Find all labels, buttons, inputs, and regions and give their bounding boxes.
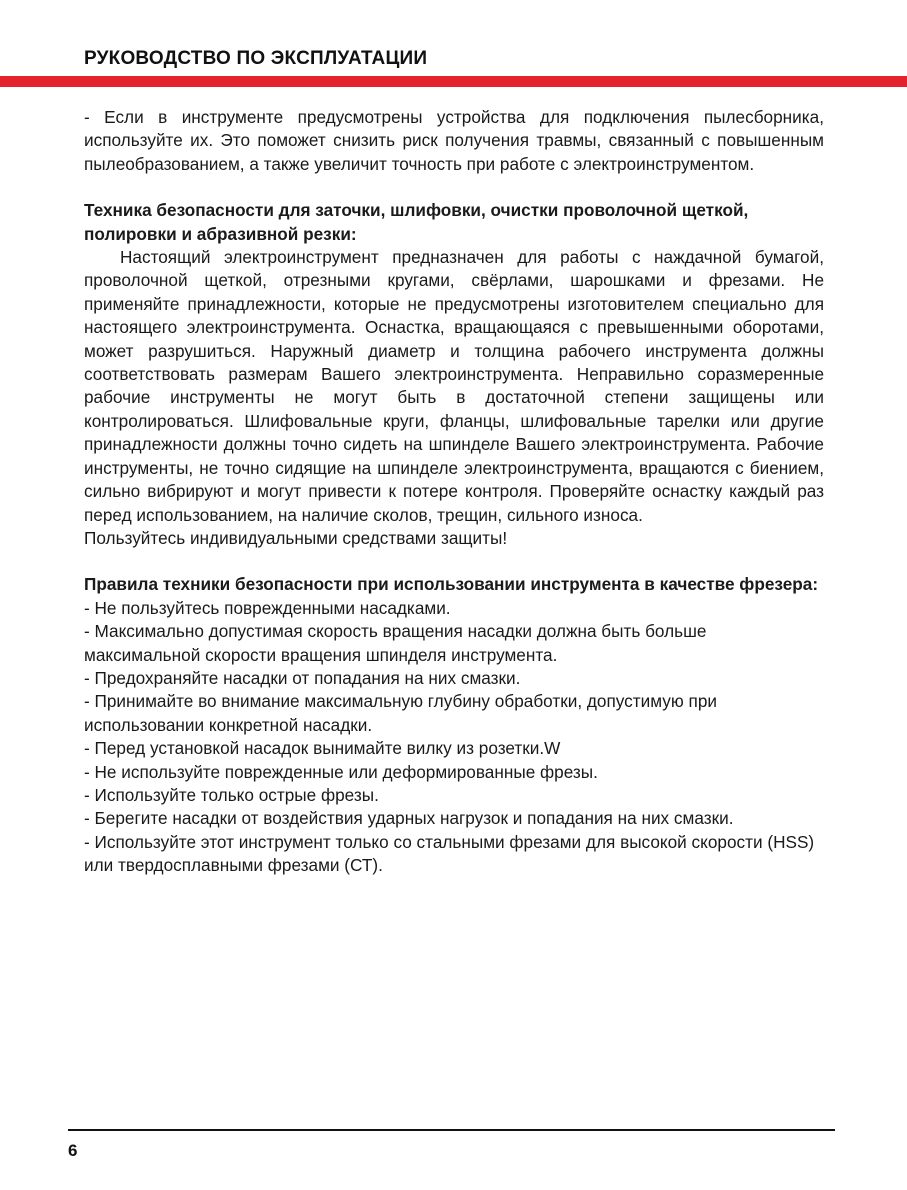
list-item: - Используйте этот инструмент только со стальными фрезами для высокой скорости (HSS) или твердосплавными фрезами (СТ). [84, 831, 815, 876]
list-item: - Принимайте во внимание максимальную глубину обработки, допустимую при использовании конкретной насадки. [84, 691, 717, 735]
list-item: - Используйте только острые фрезы. [84, 784, 379, 805]
footer-divider [68, 1129, 835, 1131]
page-content [84, 106, 824, 878]
spacer [84, 176, 824, 199]
list-item: - Не используйте поврежденные или деформированные фрезы. [84, 761, 598, 782]
intro-paragraph: - Если в инструменте предусмотрены устройства для подключения пылесборника, используйте их. Это поможет снизить риск получения травмы, связанный с повышенным пылеобразованием, а также увеличит точность при работе с электроинструментом. [84, 107, 824, 174]
list-item: - Предохраняйте насадки от попадания на них смазки. [84, 667, 521, 688]
header-accent-bar [0, 76, 907, 87]
section-body-sharpening: Настоящий электроинструмент предназначен для работы с наждачной бумагой, проволочной щеткой, отрезными кругами, свёрлами, шарошками и фрезами. Не применяйте принадлежности, которые не предусмотрены изготовителем специально для настоящего электроинструмента. Оснастка, вращающаяся с превышенными оборотами, может разрушиться. Наружный диаметр и толщина рабочего инструмента должны соответствовать размерам Вашего электроинструмента. Неправильно соразмеренные рабочие инструменты не могут быть в достаточной степени защищены или контролироваться. Шлифовальные круги, фланцы, шлифовальные тарелки или другие принадлежности должны точно сидеть на шпинделе Вашего электроинструмента. Рабочие инструменты, не точно сидящие на шпинделе электроинструмента, вращаются с биением, сильно вибрируют и могут привести к потере контроля. Проверяйте оснастку каждый раз перед использованием, на наличие сколов, трещин, сильного износа. [84, 247, 824, 525]
list-item: - Максимально допустимая скорость вращения насадки должна быть больше максимальной скорости вращения шпинделя инструмента. [84, 621, 707, 665]
protection-note: Пользуйтесь индивидуальными средствами защиты! [84, 527, 508, 548]
list-item: - Берегите насадки от воздействия ударных нагрузок и попадания на них смазки. [84, 808, 734, 829]
list-item: - Не пользуйтесь поврежденными насадками. [84, 597, 451, 618]
page-number: 6 [68, 1141, 78, 1160]
list-item: - Перед установкой насадок вынимайте вилку из розетки.W [84, 738, 561, 759]
section-heading-sharpening: Техника безопасности для заточки, шлифовки, очистки проволочной щеткой, полировки и абразивной резки: [84, 200, 749, 244]
spacer [84, 550, 824, 573]
page-header-title: РУКОВОДСТВО ПО ЭКСПЛУАТАЦИИ [84, 48, 428, 69]
section-heading-router: Правила техники безопасности при использовании инструмента в качестве фрезера: [84, 574, 819, 595]
